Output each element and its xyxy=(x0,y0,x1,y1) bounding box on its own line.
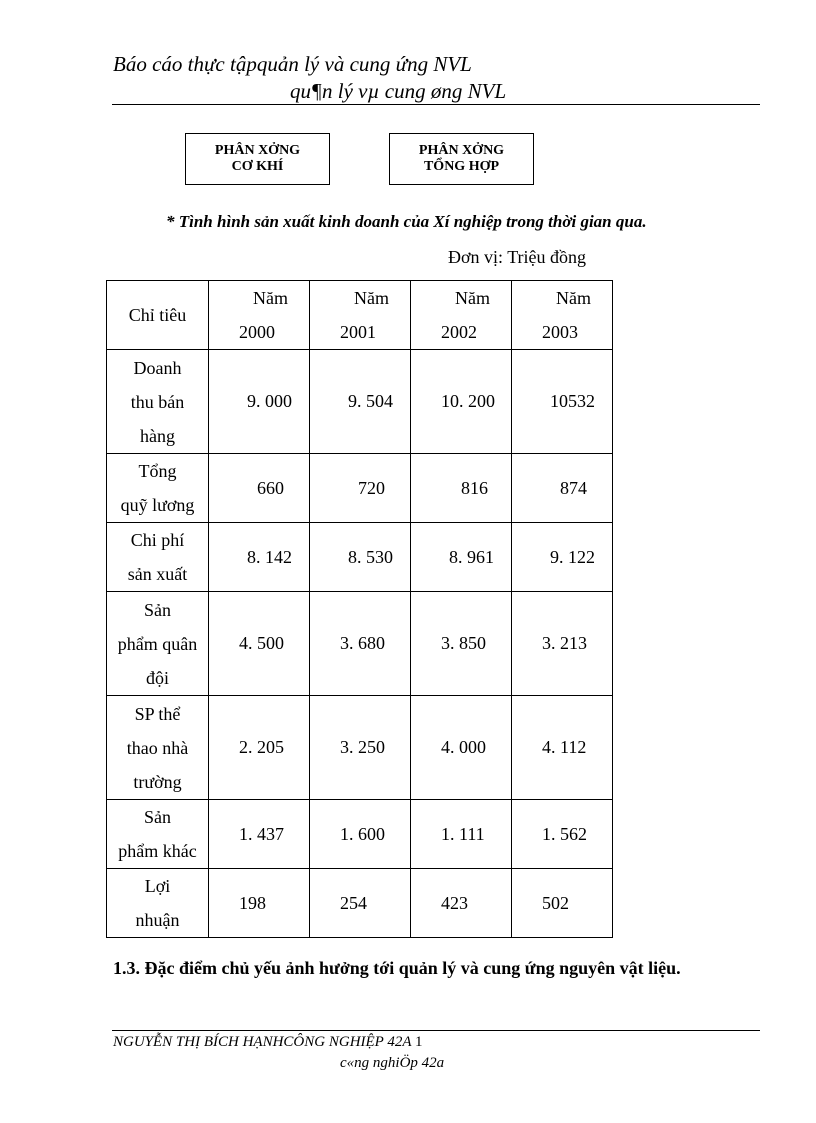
table-cell: 10532 xyxy=(512,350,613,454)
table-cell: 502 xyxy=(512,869,613,938)
table-row xyxy=(107,869,613,938)
table-cell: 9. 122 xyxy=(512,523,613,592)
year-value: 2000 xyxy=(239,322,275,342)
year-label: Năm xyxy=(556,288,591,308)
row-label-line: sản xuất xyxy=(127,564,188,584)
row-label-line: Doanh xyxy=(133,357,182,378)
table-cell: 3. 213 xyxy=(512,592,613,696)
table-cell: 4. 000 xyxy=(411,696,512,800)
row-label-line: Tổng xyxy=(138,461,177,481)
table-cell: 8. 142 xyxy=(209,523,310,592)
page-number: 1 xyxy=(414,1034,423,1050)
table-cell: 10. 200 xyxy=(411,350,512,454)
table-row xyxy=(107,350,613,454)
table-row xyxy=(107,800,613,869)
row-label-cell xyxy=(107,800,209,869)
workshop-box-general xyxy=(389,133,534,185)
workshop-box-mechanical xyxy=(185,133,330,185)
row-label-cell xyxy=(107,592,209,696)
row-label-line: Sản xyxy=(144,807,171,827)
year-header-cell xyxy=(411,281,512,350)
row-label-line: quỹ lương xyxy=(120,495,195,515)
table-cell: 1. 562 xyxy=(512,800,613,869)
year-header-cell xyxy=(512,281,613,350)
table-cell: 1. 437 xyxy=(209,800,310,869)
table-cell: 660 xyxy=(209,454,310,523)
section-title: * Tình hình sản xuất kinh doanh của Xí nghiệp trong thời gian qua. xyxy=(166,212,647,231)
table-cell: 1. 111 xyxy=(411,800,512,869)
unit-label: Đơn vị: Triệu đồng xyxy=(448,247,587,267)
year-value: 2003 xyxy=(542,322,578,342)
table-cell: 4. 112 xyxy=(512,696,613,800)
table-cell: 3. 680 xyxy=(310,592,411,696)
footer-author: NGUYỄN THỊ BÍCH HẠNHCÔNG NGHIỆP 42A xyxy=(113,1034,412,1050)
year-label: Năm xyxy=(455,288,490,308)
row-label-line: thu bán xyxy=(130,391,185,412)
row-label-cell xyxy=(107,869,209,938)
year-value: 2002 xyxy=(441,322,477,342)
row-label-line: nhuận xyxy=(135,910,180,930)
section-heading: 1.3. Đặc điểm chủ yếu ảnh hưởng tới quản lý và cung ứng nguyên vật liệu. xyxy=(113,958,681,978)
table-cell: 9. 504 xyxy=(310,350,411,454)
row-label-line: trường xyxy=(133,771,182,792)
row-label-cell xyxy=(107,350,209,454)
table-cell: 1. 600 xyxy=(310,800,411,869)
row-label-line: phẩm khác xyxy=(118,841,197,861)
table-row xyxy=(107,523,613,592)
header-rule xyxy=(112,104,760,105)
header-subtitle: qu¶n lý vµ cung øng NVL xyxy=(290,79,507,103)
footer-author-line xyxy=(113,1034,422,1051)
year-label: Năm xyxy=(253,288,288,308)
footer-subtitle: c«ng nghiÖp 42a xyxy=(340,1055,445,1071)
table-cell: 816 xyxy=(411,454,512,523)
table-cell: 254 xyxy=(310,869,411,938)
workshop-box-line: TỔNG HỢP xyxy=(423,159,500,174)
table-cell: 4. 500 xyxy=(209,592,310,696)
table-cell: 2. 205 xyxy=(209,696,310,800)
row-label-line: thao nhà xyxy=(126,737,189,758)
row-label-cell xyxy=(107,523,209,592)
table-cell: 3. 250 xyxy=(310,696,411,800)
footer-rule xyxy=(112,1030,760,1031)
table-row xyxy=(107,592,613,696)
year-header-cell xyxy=(209,281,310,350)
table-header-row xyxy=(107,281,613,350)
workshop-box-line: CƠ KHÍ xyxy=(231,159,284,174)
table-cell: 3. 850 xyxy=(411,592,512,696)
row-label-line: đội xyxy=(145,667,169,688)
row-label-line: Lợi xyxy=(144,876,171,896)
table-cell: 8. 961 xyxy=(411,523,512,592)
row-label-line: phẩm quân xyxy=(117,633,198,654)
table-cell: 8. 530 xyxy=(310,523,411,592)
table-corner-cell xyxy=(107,281,209,350)
table-cell: 9. 000 xyxy=(209,350,310,454)
workshop-box-line: PHÂN XỞNG xyxy=(418,143,505,158)
row-label-line: Sản xyxy=(144,599,171,620)
corner-label: Chỉ tiêu xyxy=(128,305,187,325)
year-header-cell xyxy=(310,281,411,350)
table-cell: 198 xyxy=(209,869,310,938)
table-row xyxy=(107,696,613,800)
row-label-line: Chi phí xyxy=(130,530,185,550)
row-label-line: hàng xyxy=(140,425,175,446)
header-title: Báo cáo thực tậpquản lý và cung ứng NVL xyxy=(113,52,472,76)
table-row xyxy=(107,454,613,523)
row-label-cell xyxy=(107,454,209,523)
row-label-line: SP thể xyxy=(134,703,181,724)
table-cell: 423 xyxy=(411,869,512,938)
production-table xyxy=(106,280,613,938)
year-label: Năm xyxy=(354,288,389,308)
table-cell: 720 xyxy=(310,454,411,523)
workshop-box-line: PHÂN XỞNG xyxy=(214,143,301,158)
year-value: 2001 xyxy=(340,322,376,342)
table-cell: 874 xyxy=(512,454,613,523)
row-label-cell xyxy=(107,696,209,800)
